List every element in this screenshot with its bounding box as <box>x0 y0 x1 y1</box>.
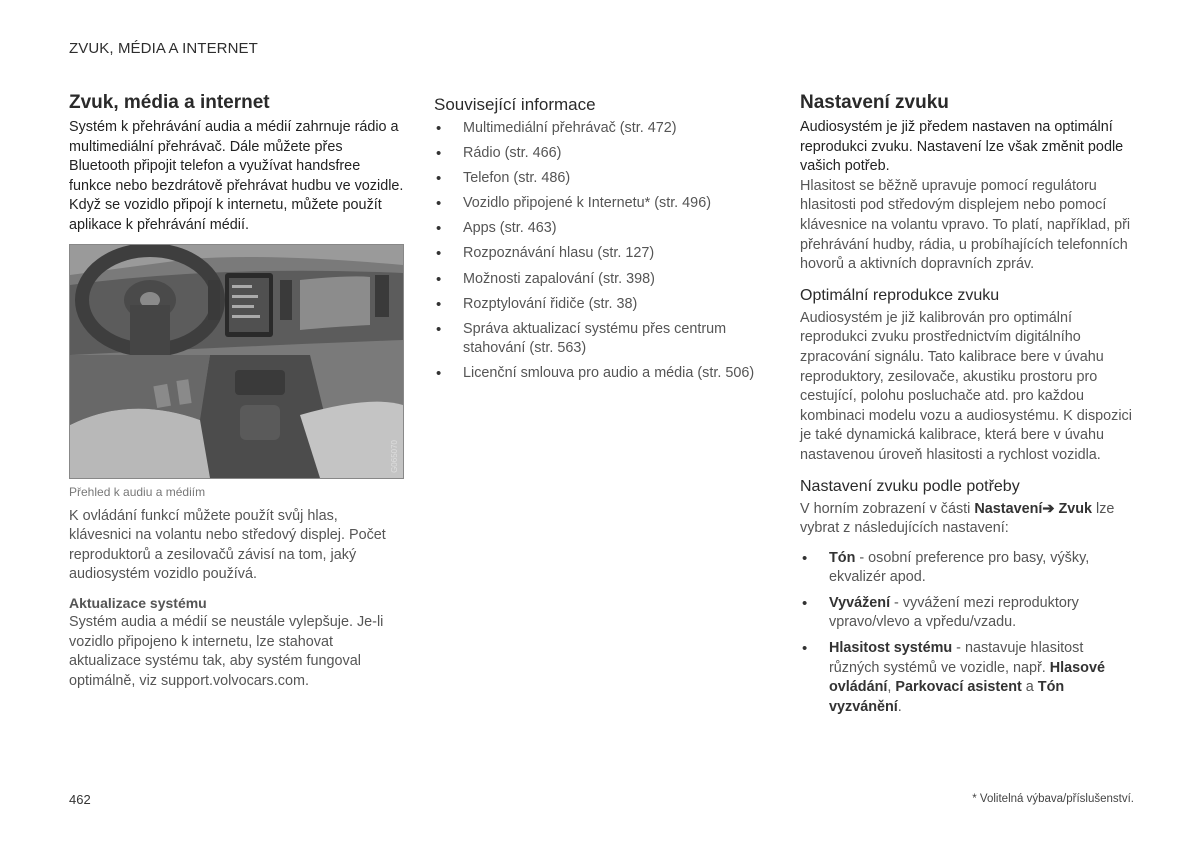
related-link[interactable]: • Licenční smlouva pro audio a média (str. 506) <box>434 364 772 384</box>
setting-term: Vyvážení <box>829 594 891 611</box>
conjunction: a <box>1021 679 1038 696</box>
car-interior-illustration <box>70 245 403 478</box>
related-link[interactable]: • Multimediální přehrávač (str. 472) <box>434 119 772 139</box>
setting-item-tone <box>800 549 1135 588</box>
image-code: G065070 <box>390 439 399 473</box>
controls-paragraph: K ovládání funkcí můžete použít svůj hlas, klávesnici na volantu nebo středový displej. Počet reproduktorů a zesilovačů závisí na tom, jaký audiosystém vozidlo používá. <box>69 507 386 583</box>
related-info-heading: Související informace <box>434 95 596 114</box>
setting-term: Parkovací asistent <box>895 679 1022 696</box>
volume-paragraph: Hlasitost se běžně upravuje pomocí regulátoru hlasitosti pod středovým displejem nebo pomocí klávesnice na volantu vpravo. To platí, například, při přehrávání hudby, rádia, u probíhajících telefonních hovorů a aktivních dopravních zpráv. <box>800 177 1131 273</box>
path-suffix: lze vybrat z následujících nastavení: <box>800 500 1115 537</box>
setting-term: Hlasitost systému <box>829 640 953 657</box>
related-info-list <box>434 119 772 384</box>
period: . <box>897 698 902 715</box>
setting-text: - nastavuje hlasitost různých systémů ve vozidle, např. <box>829 640 1084 676</box>
setting-text: - vyvážení mezi reproduktory vpravo/vlevo a vpředu/vzadu. <box>829 594 1079 631</box>
optimal-reproduction-heading: Optimální reprodukce zvuku <box>800 286 1000 304</box>
setting-text: - osobní preference pro basy, výšky, ekvalizér apod. <box>829 549 1090 586</box>
sound-settings-intro: Audiosystém je již předem nastaven na optimální reprodukci zvuku. Nastavení lze však změnit podle vašich potřeb. <box>800 119 1124 175</box>
footnote: * Volitelná výbava/příslušenství. <box>972 793 1134 805</box>
separator: , <box>887 679 896 696</box>
custom-sound-heading: Nastavení zvuku podle potřeby <box>800 477 1020 495</box>
settings-path-paragraph <box>800 500 1135 539</box>
column-main <box>69 92 404 691</box>
column-related <box>434 95 772 389</box>
path-settings: Nastavení <box>974 500 1043 517</box>
dashboard-photo <box>69 244 404 479</box>
setting-term: Hlasové ovládání <box>829 659 1105 696</box>
related-link[interactable]: • Vozidlo připojené k Internetu* (str. 496) <box>434 194 772 214</box>
related-link[interactable]: • Rádio (str. 466) <box>434 144 772 164</box>
column-sound-settings <box>800 92 1135 723</box>
running-header: ZVUK, MÉDIA A INTERNET <box>69 40 258 57</box>
system-update-paragraph: Systém audia a médií se neustále vylepšuje. Je-li vozidlo připojeno k internetu, lze stahovat aktualizace systému tak, aby systém fungoval optimálně, viz support.volvocars.com. <box>69 613 384 689</box>
setting-term: Tón vyzvánění <box>829 679 1065 715</box>
optimal-reproduction-paragraph: Audiosystém je již kalibrován pro optimální reprodukci zvuku prostřednictvím digitálního zpracování signálu. Tato kalibrace bere v úvahu reproduktory, zesilovače, akustiku prostoru pro cestující, polohu posluchače atd. pro každou kombinaci modelu vozu a audiosystému. K dispozici je také dynamická kalibrace, která bere v úvahu nastavenou úroveň hlasitosti a rychlost vozidla. <box>800 309 1132 463</box>
page-number: 462 <box>69 792 91 807</box>
related-link[interactable]: • Rozptylování řidiče (str. 38) <box>434 295 772 315</box>
sound-settings-title: Nastavení zvuku <box>800 92 949 113</box>
intro-paragraph: Systém k přehrávání audia a médií zahrnuje rádio a multimediální přehrávač. Dále můžete přes Bluetooth připojit telefon a využívat handsfree funkce nebo bezdrátově přehrávat hudbu ve vozidle. Když se vozidlo připojí k internetu, můžete použít aplikace k přehrávání médií. <box>69 119 404 233</box>
related-link[interactable]: • Rozpoznávání hlasu (str. 127) <box>434 244 772 264</box>
page-title: Zvuk, média a internet <box>69 92 270 113</box>
arrow-right-icon: ➔ <box>1042 500 1055 517</box>
setting-item-system-volume <box>800 639 1135 717</box>
setting-item-balance <box>800 594 1135 633</box>
related-link[interactable]: • Správa aktualizací systému přes centrum stahování (str. 563) <box>434 320 772 359</box>
image-caption: Přehled k audiu a médiím <box>69 484 206 499</box>
system-update-heading: Aktualizace systému <box>69 594 207 611</box>
related-link[interactable]: • Možnosti zapalování (str. 398) <box>434 270 772 290</box>
related-link[interactable]: • Apps (str. 463) <box>434 219 772 239</box>
path-sound: Zvuk <box>1058 500 1093 517</box>
setting-term: Tón <box>829 549 856 566</box>
sound-settings-list <box>800 549 1135 718</box>
related-link[interactable]: • Telefon (str. 486) <box>434 169 772 189</box>
path-prefix: V horním zobrazení v části <box>800 500 975 517</box>
